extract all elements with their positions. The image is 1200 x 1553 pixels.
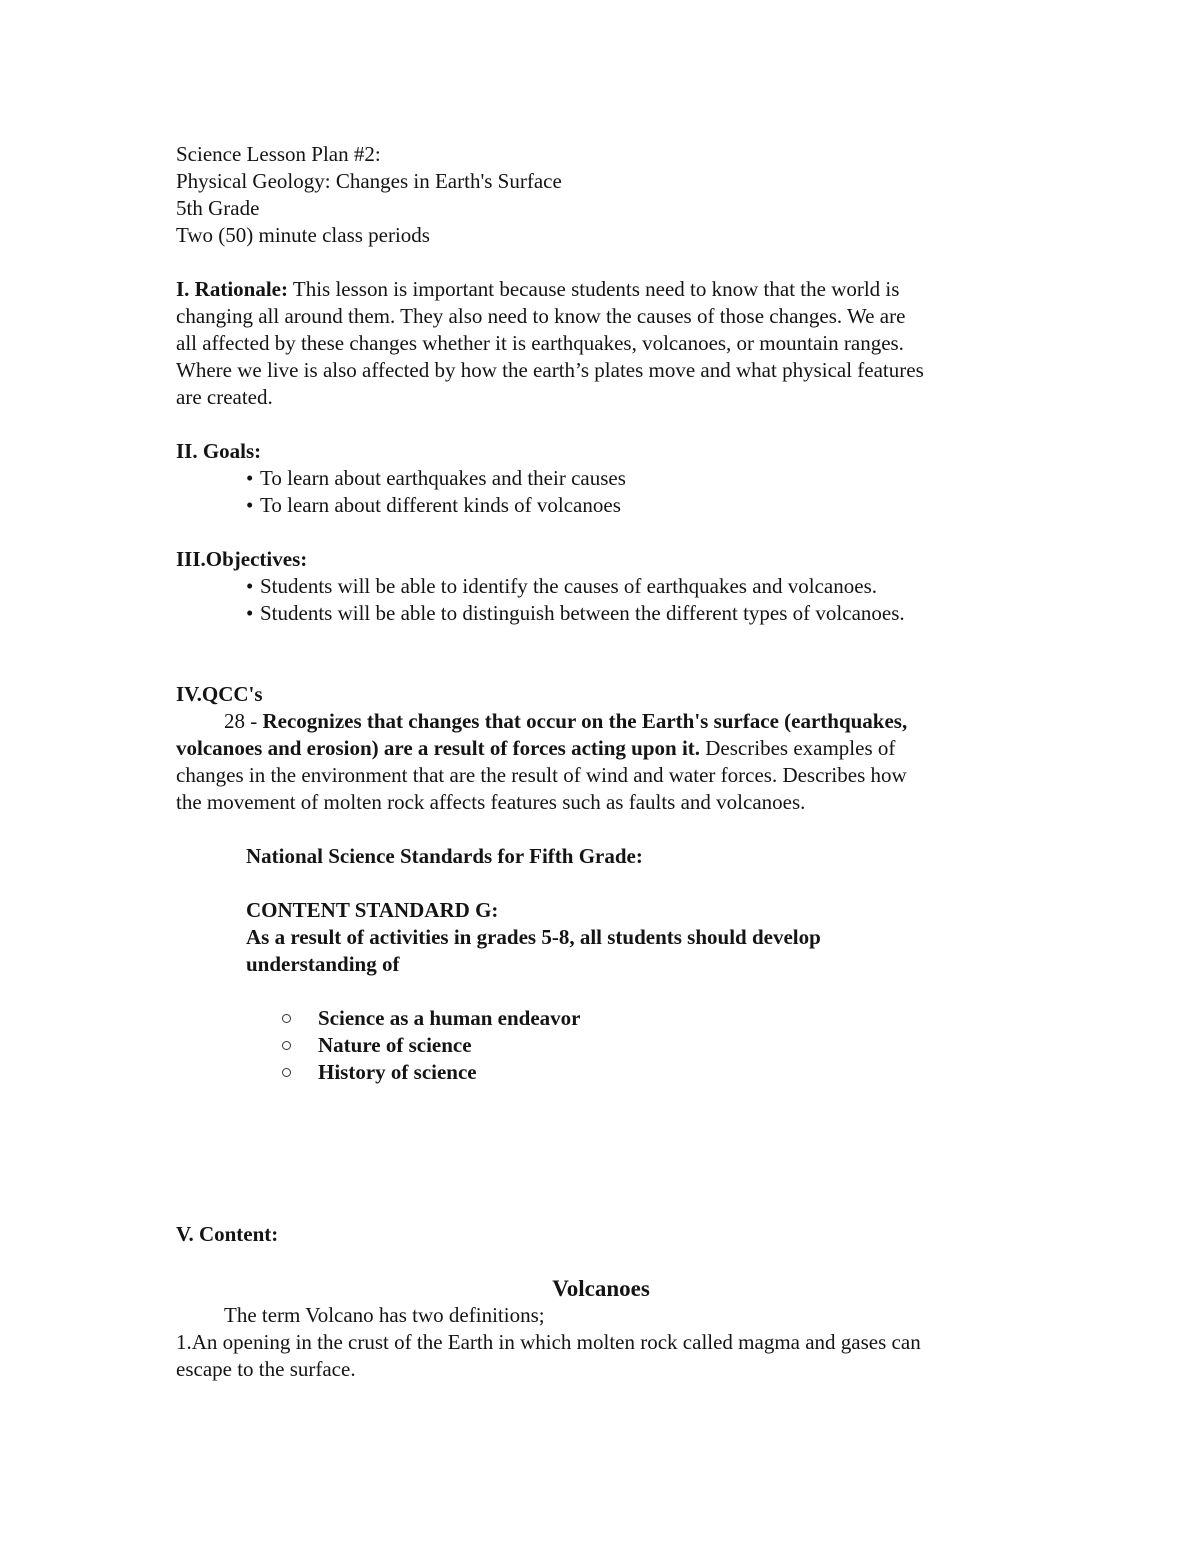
goal-item: • To learn about earthquakes and their causes [246, 466, 626, 490]
header-title: Science Lesson Plan #2: [176, 142, 381, 166]
rationale-line-4: Where we live is also affected by how the earth’s plates move and what physical features [176, 358, 924, 382]
qcc-line-4: the movement of molten rock affects features such as faults and volcanoes. [176, 790, 806, 814]
content-standard-line-1: As a result of activities in grades 5-8, all students should develop [246, 925, 821, 949]
standard-list-item: History of science [176, 1059, 1036, 1086]
qcc-label: IV.QCC's [176, 682, 263, 706]
content-section [176, 1221, 1036, 1383]
circle-bullet-icon [282, 1068, 291, 1077]
national-standards-section [176, 843, 1036, 1086]
objective-item: • Students will be able to distinguish between the different types of volcanoes. [246, 601, 905, 625]
content-standard-label: CONTENT STANDARD G: [246, 898, 499, 922]
qcc-section [176, 681, 1036, 816]
circle-bullet-icon [282, 1041, 291, 1050]
objectives-section [176, 546, 1036, 627]
goal-item: • To learn about different kinds of volcanoes [246, 493, 621, 517]
qcc-standard-bold-2: volcanoes and erosion) are a result of forces acting upon it. [176, 736, 701, 760]
rationale-line-3: all affected by these changes whether it is earthquakes, volcanoes, or mountain ranges. [176, 331, 904, 355]
standard-list-item: Nature of science [176, 1032, 1036, 1059]
document-page [176, 141, 1036, 1383]
content-standard-line-2: understanding of [246, 952, 400, 976]
header-grade: 5th Grade [176, 196, 260, 220]
qcc-number: 28 - [224, 709, 263, 733]
header-topic: Physical Geology: Changes in Earth's Surface [176, 169, 562, 193]
content-label: V. Content: [176, 1222, 279, 1246]
definition-1-line-2: escape to the surface. [176, 1357, 356, 1381]
objectives-label: III.Objectives: [176, 547, 308, 571]
rationale-section [176, 276, 1036, 411]
qcc-standard-bold-1: Recognizes that changes that occur on the Earth's surface (earthquakes, [262, 709, 908, 733]
objective-item: • Students will be able to identify the causes of earthquakes and volcanoes. [246, 574, 877, 598]
lesson-header [176, 141, 1036, 249]
content-title: Volcanoes [552, 1276, 650, 1301]
rationale-line-1: This lesson is important because students need to know that the world is [288, 277, 900, 301]
rationale-line-2: changing all around them. They also need to know the causes of those changes. We are [176, 304, 906, 328]
header-duration: Two (50) minute class periods [176, 223, 430, 247]
standard-list-item: Science as a human endeavor [176, 1005, 1036, 1032]
goals-label: II. Goals: [176, 439, 262, 463]
rationale-line-5: are created. [176, 385, 273, 409]
circle-bullet-icon [282, 1014, 291, 1023]
goals-section [176, 438, 1036, 519]
content-intro: The term Volcano has two definitions; [224, 1303, 545, 1327]
standards-title: National Science Standards for Fifth Grade: [246, 844, 643, 868]
rationale-label: I. Rationale: [176, 277, 288, 301]
qcc-standard-rest: Describes examples of [700, 736, 896, 760]
definition-1-line-1: 1.An opening in the crust of the Earth in which molten rock called magma and gases can [176, 1330, 921, 1354]
qcc-line-3: changes in the environment that are the result of wind and water forces. Describes how [176, 763, 907, 787]
